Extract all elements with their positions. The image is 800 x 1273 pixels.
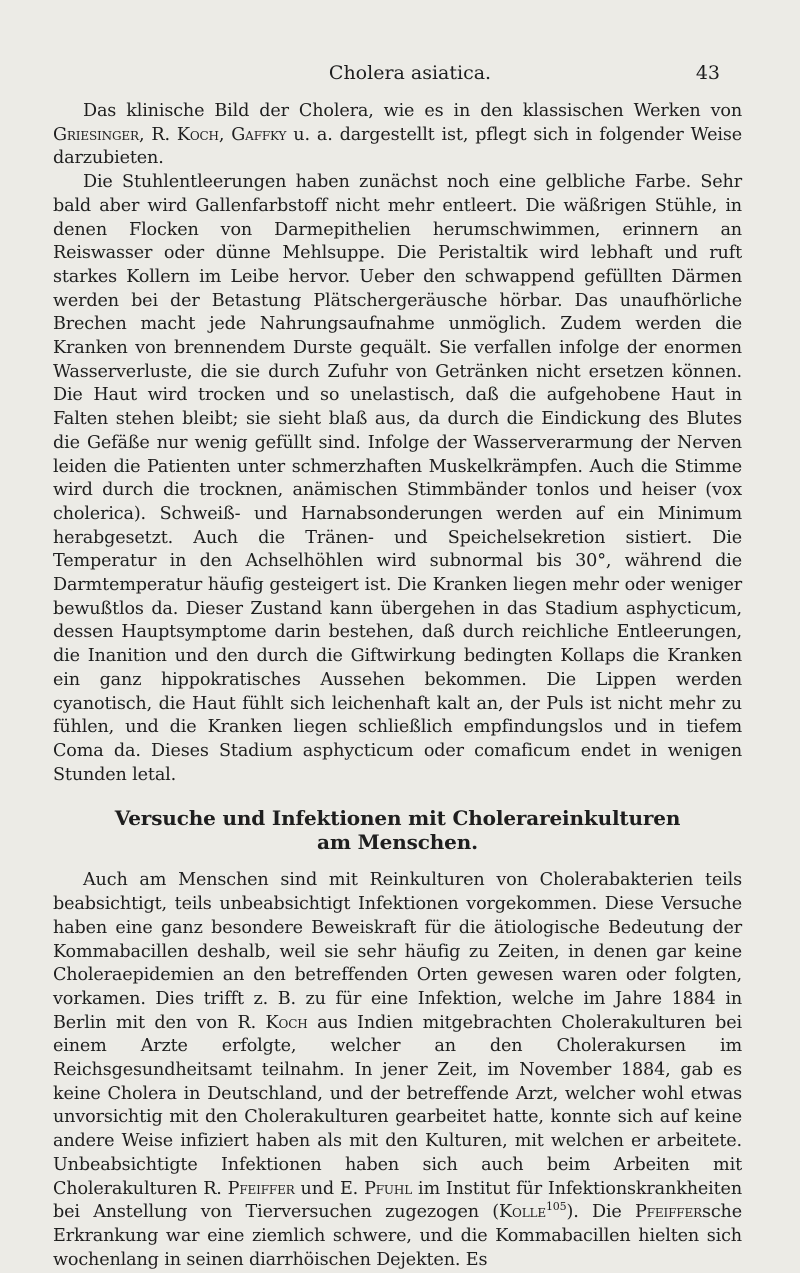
running-head-title: Cholera asiatica. xyxy=(328,62,492,84)
section-heading-line-1: Versuche und Infektionen mit Cholerareinkulturen xyxy=(114,806,681,831)
author-name: R. Koch xyxy=(237,1012,308,1033)
author-name: R. Koch xyxy=(151,124,219,145)
author-name: Pfeiffer xyxy=(635,1202,702,1223)
text-run: u. a. dargestellt ist, pflegt sich in folgender Weise darzubieten. xyxy=(53,124,743,169)
running-head xyxy=(100,62,720,88)
reference-number: 105 xyxy=(545,1200,567,1214)
author-name: E. Pfuhl xyxy=(339,1178,413,1199)
section-heading xyxy=(53,806,742,854)
text-run: Auch am Menschen sind mit Reinkulturen von Cholerabakterien teils beabsichtigt, teils unbeabsichtigt Infektionen vorgekommen. Diese Versuche haben eine ganz besondere Beweiskraft für die ätiologische Bedeutung der Kommabacillen deshalb, weil sie sehr häufig zu Zeiten, in denen gar keine Choleraepidemien an den betreffenden Orten gewesen waren oder folgten, vorkamen. Dies trifft z. B. zu für eine Infektion, welche im Jahre 1884 in Berlin mit den von xyxy=(53,870,742,1033)
text-run: , xyxy=(138,124,152,145)
text-run: im Institut für Infektionskrankheiten bei Anstellung von Tierversuchen zugezogen ( xyxy=(53,1178,742,1223)
author-name: Griesinger xyxy=(53,124,139,145)
text-run: , xyxy=(218,124,232,145)
text-run: aus Indien mitgebrachten Cholerakulturen bei einem Arzte erfolgte, welcher an den Cholerakursen im Reichsgesundheitsamt teilnahm. In jener Zeit, im November 1884, gab es keine Cholera in Deutschland, und der betreffende Arzt, welcher wohl etwas unvorsichtig mit den Cholerakulturen gearbeitet hatte, konnte sich auf keine andere Weise infiziert haben als mit den Kulturen, mit welchen er arbeitete. Unbeabsichtigte Infektionen haben sich auch beim Arbeiten mit Cholerakulturen xyxy=(53,1012,743,1199)
text-run: ). Die xyxy=(566,1202,636,1223)
page-body xyxy=(53,100,742,1272)
section-heading-line-2: am Menschen. xyxy=(317,830,478,855)
page-number: 43 xyxy=(695,62,720,84)
paragraph-symptoms: Die Stuhlentleerungen haben zunächst noch eine gelbliche Farbe. Sehr bald aber wird Gallenfarbstoff nicht mehr entleert. Die wäßrigen Stühle, in denen Flocken von Darmepithelien herumschwimmen, erinnern an Reiswasser oder dünne Mehlsuppe. Die Peristaltik wird lebhaft und ruft starkes Kollern im Leibe hervor. Ueber den schwappend gefüllten Därmen werden bei der Betastung Plätschergeräusche hörbar. Das unaufhörliche Brechen macht jede Nahrungsaufnahme unmöglich. Zudem werden die Kranken von brennendem Durste gequält. Sie verfallen infolge der enormen Wasserverluste, die sie durch Zufuhr von Getränken nicht ersetzen können. Die Haut wird trocken und so unelastisch, daß die aufgehobene Haut in Falten stehen bleibt; sie sieht blaß aus, da durch die Eindickung des Blutes die Gefäße nur wenig gefüllt sind. Infolge der Wasserverarmung der Nerven leiden die Patienten unter schmerzhaften Muskelkrämpfen. Auch die Stimme wird durch die trocknen, anämischen Stimmbänder tonlos und heiser (vox cholerica). Schweiß- und Harnabsonderungen werden auf ein Minimum herabgesetzt. Auch die Tränen- und Speichelsekretion sistiert. Die Temperatur in den Achselhöhlen wird subnormal bis 30°, während die Darmtemperatur häufig gesteigert ist. Die Kranken liegen mehr oder weniger bewußtlos da. Dieser Zustand kann übergehen in das Stadium asphycticum, dessen Hauptsymptome darin bestehen, daß durch reichliche Entleerungen, die Inanition und den durch die Giftwirkung bedingten Kollaps die Kranken ein ganz hippokratisches Aussehen bekommen. Die Lippen werden cyanotisch, die Haut fühlt sich leichenhaft kalt an, der Puls ist nicht mehr zu fühlen, und die Kranken liegen schließlich empfindungslos und in tiefem Coma da. Dieses Stadium asphycticum oder comaficum endet in wenigen Stunden letal. xyxy=(53,172,742,785)
author-name: Gaffky xyxy=(231,124,287,145)
text-run: Das klinische Bild der Cholera, wie es in den klassischen Werken von xyxy=(83,101,742,121)
author-name: Kolle xyxy=(499,1202,546,1223)
paragraph-infections xyxy=(53,869,742,1272)
author-name: R. Pfeiffer xyxy=(203,1178,295,1199)
text-run: sche Erkrankung war eine ziemlich schwere, und die Kommabacillen hielten sich wochenlang in seinen diarrhöischen Dejekten. Es xyxy=(53,1202,742,1270)
text-run: und xyxy=(294,1178,340,1199)
paragraph-intro xyxy=(53,100,742,171)
